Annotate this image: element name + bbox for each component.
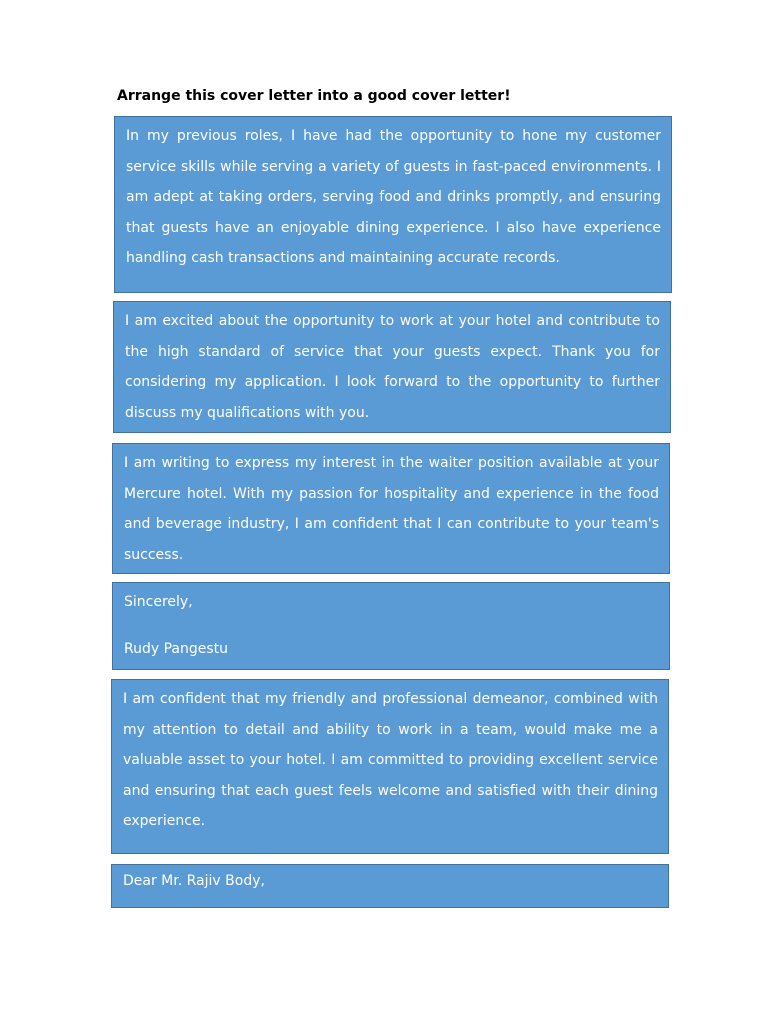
text-box-qualities[interactable]: [111, 679, 669, 854]
text-box-experience[interactable]: [114, 116, 672, 293]
text-box-salutation[interactable]: [111, 864, 669, 908]
experience-paragraph: In my previous roles, I have had the opportunity to hone my customer service skills while serving a variety of guests in fast-paced environments. I am adept at taking orders, serving food and drinks promptly, and ensuring that guests have an enjoyable dining experience. I also have experience handling cash transactions and maintaining accurate records.: [126, 128, 661, 266]
text-box-closing-paragraph[interactable]: [113, 301, 671, 433]
salutation-text: Dear Mr. Rajiv Body,: [123, 873, 265, 889]
qualities-paragraph: I am confident that my friendly and professional demeanor, combined with my attention to detail and ability to work in a team, would make me a valuable asset to your hotel. I am committed to providing excellent service and ensuring that each guest feels welcome and satisfied with their dining experience.: [123, 691, 658, 829]
opening-paragraph: I am writing to express my interest in the waiter position available at your Mercure hotel. With my passion for hospitality and experience in the food and beverage industry, I am confident that I can contribute to your team's success.: [124, 455, 659, 563]
instruction-title: Arrange this cover letter into a good cover letter!: [117, 88, 511, 104]
closing-paragraph: I am excited about the opportunity to work at your hotel and contribute to the high standard of service that your guests expect. Thank you for considering my application. I look forward to the opportunity to further discuss my qualifications with you.: [125, 313, 660, 421]
text-box-signoff[interactable]: [112, 582, 670, 670]
text-box-opening-paragraph[interactable]: [112, 443, 670, 574]
signoff-text: Sincerely,: [124, 594, 193, 610]
signature-text: Rudy Pangestu: [124, 641, 229, 657]
